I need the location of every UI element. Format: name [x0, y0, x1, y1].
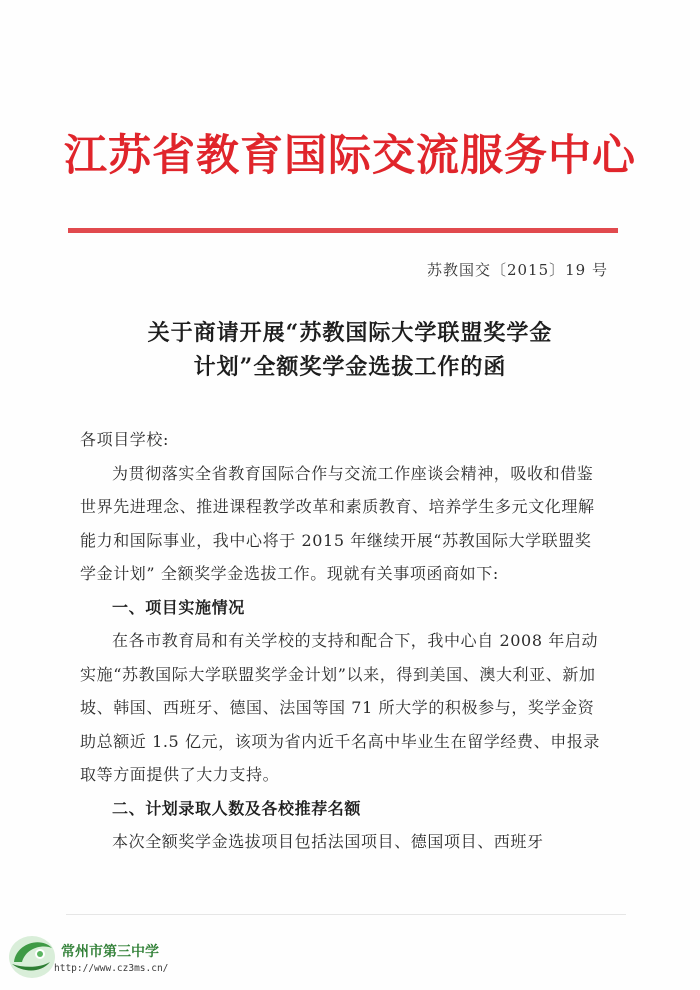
paragraph-implementation: 在各市教育局和有关学校的支持和配合下，我中心自 2008 年启动实施“苏教国际大学联盟奖学金计划”以来，得到美国、澳大利亚、新加坡、韩国、西班牙、德国、法国等国 71 所大学的积极参与，奖学金资助总额近 1.5 亿元，该项为省内近千名高中毕业生在留学经费、申报录取等方面提供了大力支持。 — [80, 631, 601, 784]
school-logo-icon — [6, 932, 58, 982]
letterhead-red-rule — [68, 228, 618, 233]
document-body — [80, 423, 608, 859]
paragraph-scope: 本次全额奖学金选拔项目包括法国项目、德国项目、西班牙 — [112, 832, 544, 851]
document-title-line-2: 计划”全额奖学金选拔工作的函 — [193, 354, 507, 380]
document-number: 苏教国交〔2015〕19 号 — [426, 261, 608, 279]
watermark-school-logo — [6, 932, 178, 982]
document-title-line-1: 关于商请开展“苏教国际大学联盟奖学金 — [147, 320, 553, 346]
watermark-url[interactable]: http://www.cz3ms.cn/ — [54, 963, 169, 974]
scan-artifact-line — [66, 914, 626, 915]
letterhead-org-name: 江苏省教育国际交流服务中心 — [64, 131, 636, 181]
paragraph-intro: 为贯彻落实全省教育国际合作与交流工作座谈会精神，吸收和借鉴世界先进理念、推进课程教学改革和素质教育、培养学生多元文化理解能力和国际事业，我中心将于 2015 年继续开展“苏教国际大学联盟奖学金计划” 全额奖学金选拔工作。现就有关事项函商如下: — [80, 463, 595, 583]
section-heading-1: 一、项目实施情况 — [112, 597, 245, 617]
document-title — [0, 316, 700, 384]
watermark-school-name: 常州市第三中学 — [61, 944, 159, 960]
salutation: 各项目学校: — [80, 430, 169, 449]
section-heading-2: 二、计划录取人数及各校推荐名额 — [112, 798, 362, 818]
